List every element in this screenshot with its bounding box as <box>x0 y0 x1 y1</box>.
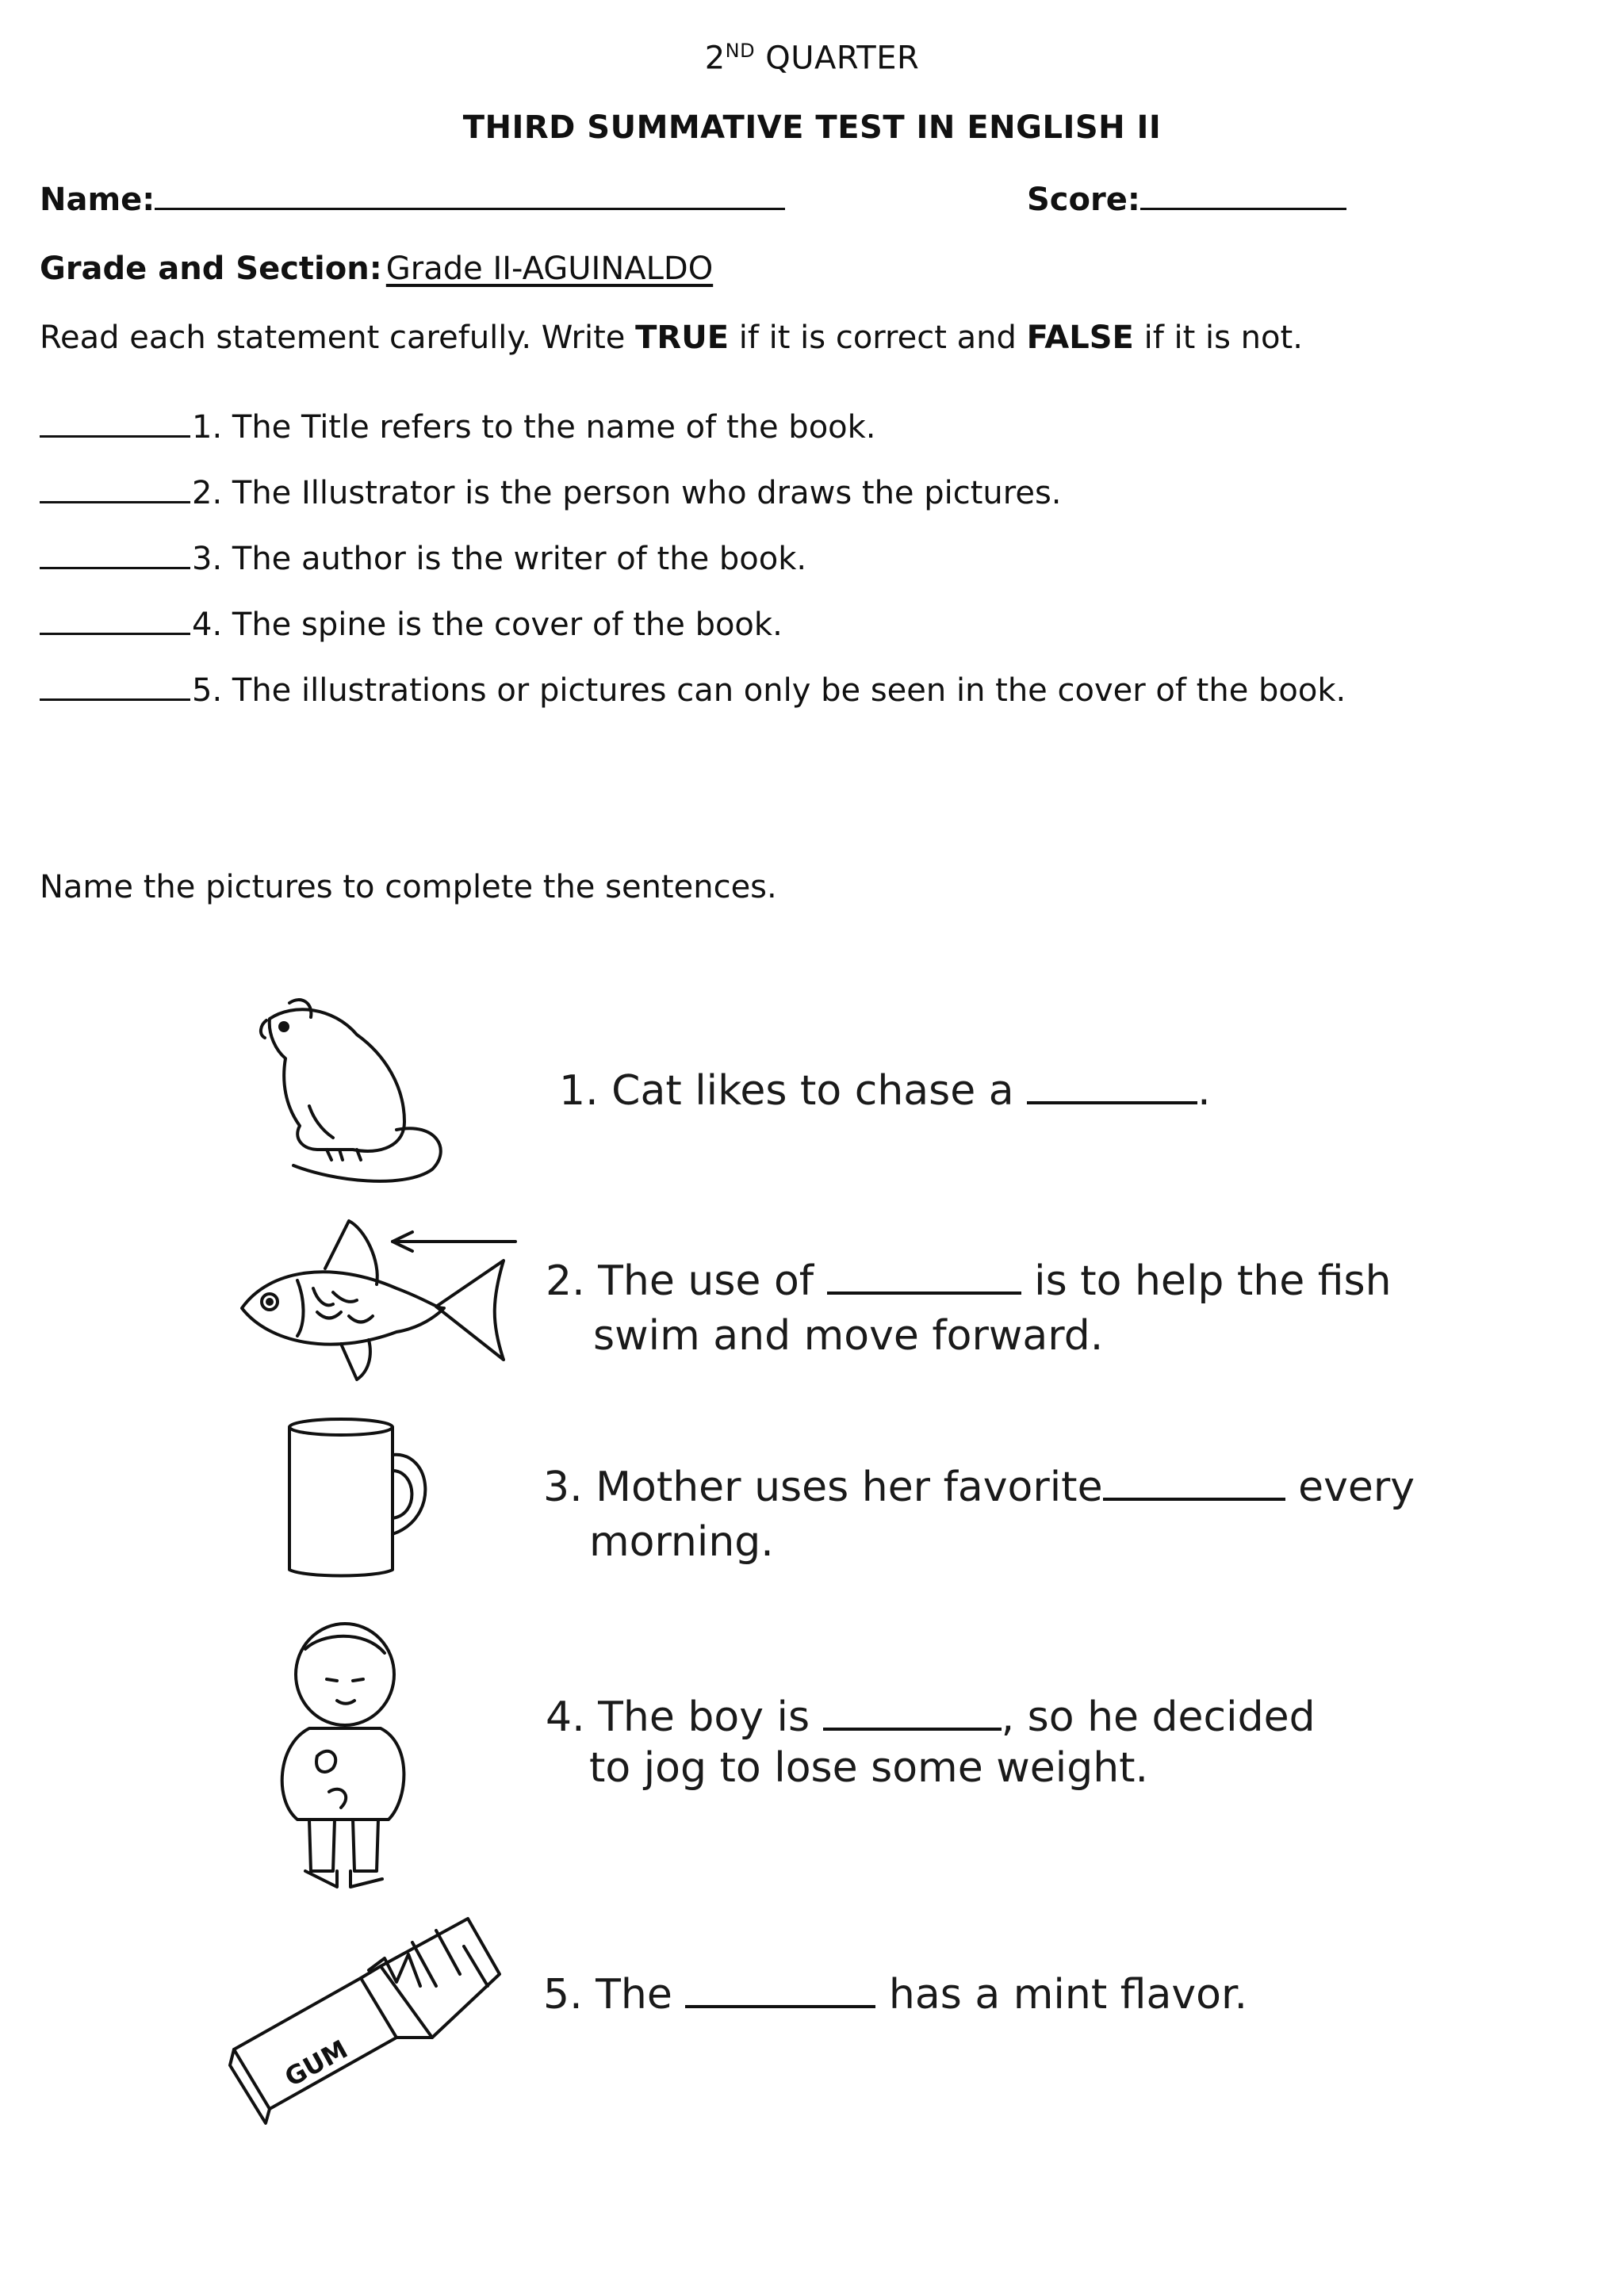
score-label: Score: <box>1027 182 1140 218</box>
gum-picture <box>226 1911 511 2125</box>
name-line[interactable] <box>155 181 785 210</box>
test-title: THIRD SUMMATIVE TEST IN ENGLISH II <box>462 109 1162 146</box>
part2-instruction: Name the pictures to complete the sentences. <box>40 869 777 905</box>
answer-blank[interactable] <box>1027 1066 1197 1104</box>
gum-label: GUM <box>279 2034 353 2093</box>
tf-item: 5. The illustrations or pictures can only be seen in the cover of the book. <box>40 670 1346 709</box>
tf-item: 2. The Illustrator is the person who draws the pictures. <box>40 473 1062 511</box>
answer-blank[interactable] <box>1103 1463 1285 1501</box>
answer-blank[interactable] <box>685 1970 875 2008</box>
question-5: 5. The has a mint flavor. <box>543 1971 1248 2019</box>
question-1: 1. Cat likes to chase a . <box>559 1067 1211 1115</box>
question-4: 4. The boy is , so he decided <box>546 1693 1316 1741</box>
question-4-cont: to jog to lose some weight. <box>589 1744 1149 1792</box>
boy-picture <box>262 1617 428 1911</box>
mug-picture <box>282 1415 440 1582</box>
answer-blank[interactable] <box>827 1257 1021 1295</box>
answer-blank[interactable] <box>40 604 190 635</box>
name-field <box>40 181 785 218</box>
answer-blank[interactable] <box>40 538 190 569</box>
question-2: 2. The use of is to help the fish <box>546 1257 1392 1305</box>
answer-blank[interactable] <box>40 473 190 503</box>
score-line[interactable] <box>1140 181 1346 210</box>
grade-value: Grade II-AGUINALDO <box>385 251 714 287</box>
answer-blank[interactable] <box>40 670 190 701</box>
tf-item: 3. The author is the writer of the book. <box>40 538 806 577</box>
quarter-heading: 2ND QUARTER <box>704 40 920 77</box>
tf-item: 4. The spine is the cover of the book. <box>40 604 783 643</box>
question-3-cont: morning. <box>589 1518 774 1566</box>
grade-section <box>40 251 713 287</box>
name-label: Name: <box>40 182 155 218</box>
question-3: 3. Mother uses her favorite every <box>543 1464 1415 1511</box>
answer-blank[interactable] <box>40 407 190 438</box>
part1-instruction: Read each statement carefully. Write TRUE if it is correct and FALSE if it is not. <box>40 320 1303 356</box>
tf-item: 1. The Title refers to the name of the book. <box>40 407 876 446</box>
question-2-cont: swim and move forward. <box>593 1312 1104 1360</box>
mouse-picture <box>238 979 460 1193</box>
grade-label: Grade and Section: <box>40 251 382 287</box>
score-field <box>1027 181 1346 218</box>
answer-blank[interactable] <box>823 1693 1002 1731</box>
fish-picture <box>238 1213 523 1395</box>
